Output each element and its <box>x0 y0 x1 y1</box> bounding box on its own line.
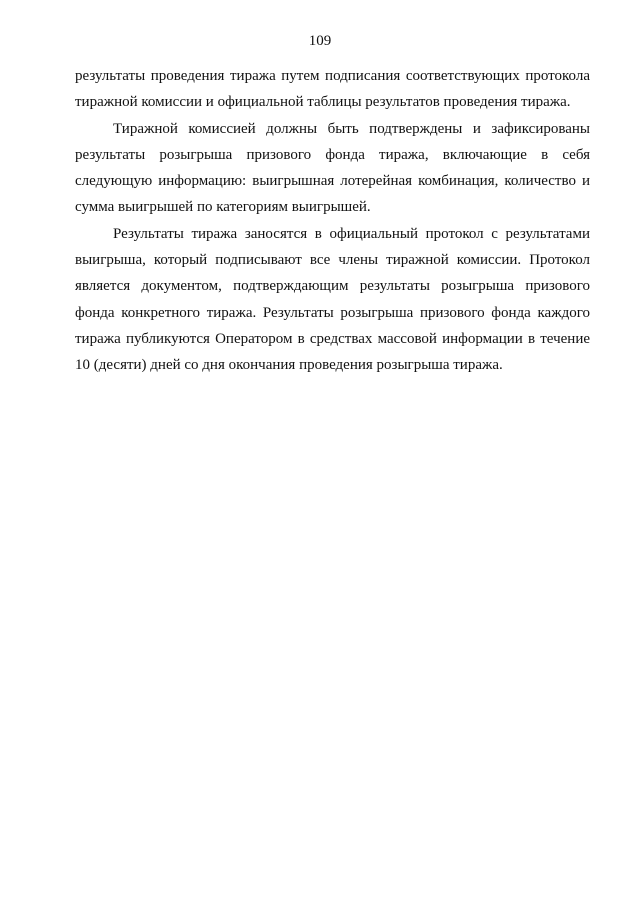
paragraph-1 <box>75 63 590 116</box>
document-body <box>75 63 590 379</box>
text-line: выигрыша, который подписывают все члены тиражной комиссии. Протокол <box>75 252 590 269</box>
text-line: результаты розыгрыша призового фонда тиража, включающие в себя <box>75 146 590 163</box>
text-line: тиража публикуются Оператором в средствах массовой информации в течение <box>75 330 590 347</box>
text-line: Результаты тиража заносятся в официальный протокол с результатами <box>113 225 590 242</box>
text-line: следующую информацию: выигрышная лотерейная комбинация, количество и <box>75 173 590 190</box>
text-line: Тиражной комиссией должны быть подтверждены и зафиксированы <box>113 120 590 137</box>
paragraph-2 <box>75 116 590 221</box>
text-line: 10 (десяти) дней со дня окончания проведения розыгрыша тиража. <box>75 357 503 374</box>
page-number: 109 <box>308 33 332 49</box>
text-line: тиражной комиссии и официальной таблицы результатов проведения тиража. <box>75 94 571 111</box>
text-line: сумма выигрышей по категориям выигрышей. <box>75 199 371 216</box>
text-line: фонда конкретного тиража. Результаты розыгрыша призового фонда каждого <box>75 304 590 321</box>
paragraph-3 <box>75 221 590 379</box>
text-line: является документом, подтверждающим результаты розыгрыша призового <box>75 278 590 295</box>
text-line: результаты проведения тиража путем подписания соответствующих протокола <box>75 68 590 84</box>
